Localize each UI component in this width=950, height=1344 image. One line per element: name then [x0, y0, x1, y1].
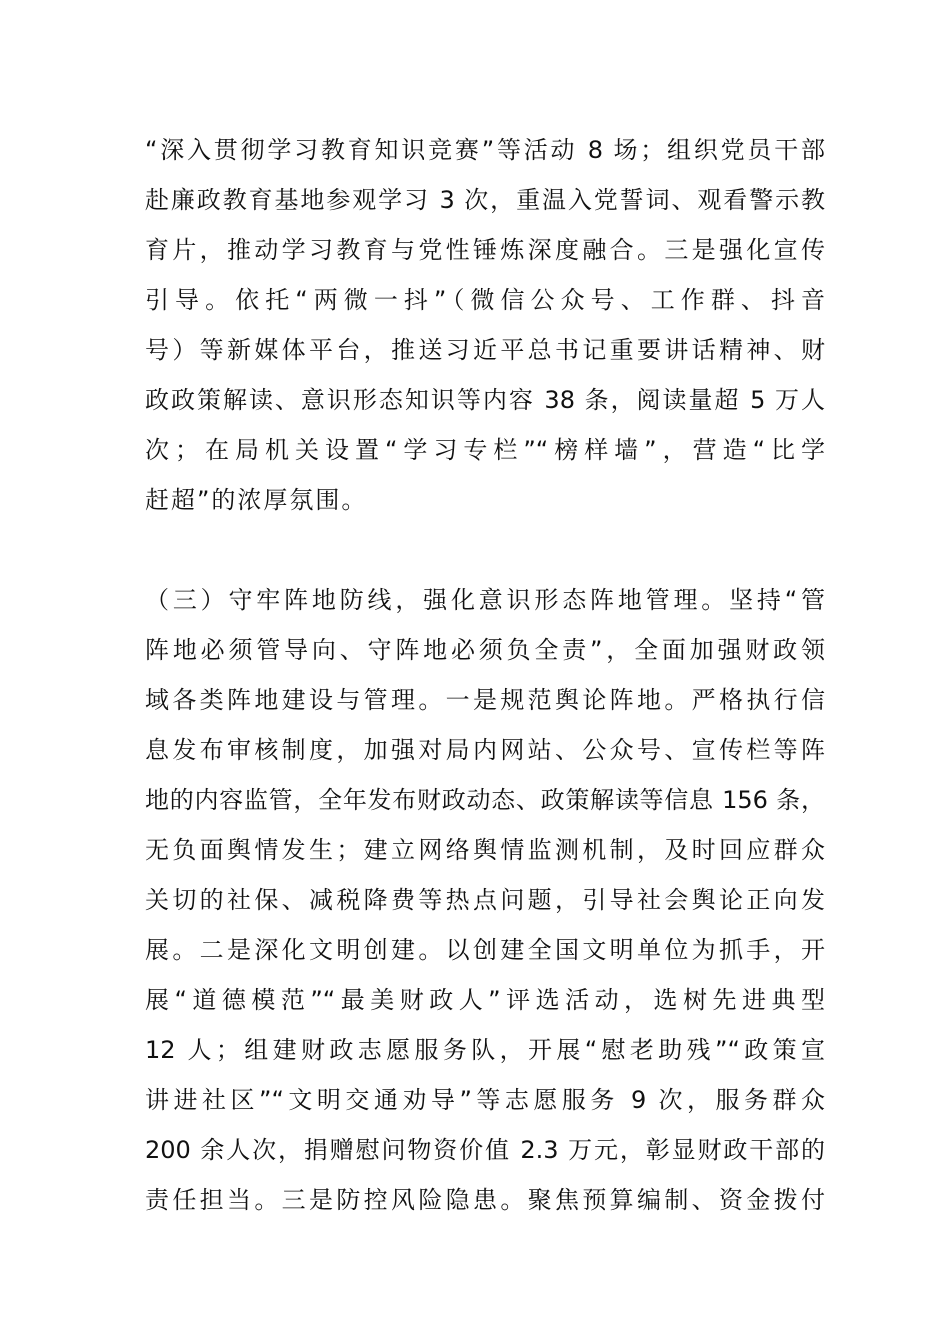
text-line: 关切的社保、减税降费等热点问题，引导社会舆论正向发: [145, 886, 825, 914]
text-line: 责任担当。三是防控风险隐患。聚焦预算编制、资金拨付: [145, 1186, 825, 1214]
text-line: 次；在局机关设置“学习专栏”“榜样墙”，营造“比学: [145, 436, 825, 464]
text-line: 政政策解读、意识形态知识等内容 38 条，阅读量超 5 万人: [145, 386, 825, 414]
text-line: 200 余人次，捐赠慰问物资价值 2.3 万元，彰显财政干部的: [145, 1136, 825, 1164]
text-line: “深入贯彻学习教育知识竞赛”等活动 8 场；组织党员干部: [145, 136, 825, 164]
text-line: （三）守牢阵地防线，强化意识形态阵地管理。坚持“管: [145, 586, 825, 614]
text-line: 赶超”的浓厚氛围。: [145, 486, 368, 514]
text-line: 展“道德模范”“最美财政人”评选活动，选树先进典型: [145, 986, 825, 1014]
text-line: 阵地必须管导向、守阵地必须负全责”，全面加强财政领: [145, 636, 825, 664]
text-line: 息发布审核制度，加强对局内网站、公众号、宣传栏等阵: [145, 736, 825, 764]
text-line: 展。二是深化文明创建。以创建全国文明单位为抓手，开: [145, 936, 825, 964]
text-line: 育片，推动学习教育与党性锤炼深度融合。三是强化宣传: [145, 236, 825, 264]
text-line: 赴廉政教育基地参观学习 3 次，重温入党誓词、观看警示教: [145, 186, 825, 214]
text-line: 地的内容监管，全年发布财政动态、政策解读等信息 156 条，: [145, 786, 825, 814]
text-line: 无负面舆情发生；建立网络舆情监测机制，及时回应群众: [145, 836, 825, 864]
text-line: 号）等新媒体平台，推送习近平总书记重要讲话精神、财: [145, 336, 825, 364]
text-line: 讲进社区”“文明交通劝导”等志愿服务 9 次，服务群众: [145, 1086, 825, 1114]
text-line: 引导。依托“两微一抖”（微信公众号、工作群、抖音: [145, 286, 825, 314]
text-line: 域各类阵地建设与管理。一是规范舆论阵地。严格执行信: [145, 686, 825, 714]
text-line: 12 人；组建财政志愿服务队，开展“慰老助残”“政策宣: [145, 1036, 825, 1064]
